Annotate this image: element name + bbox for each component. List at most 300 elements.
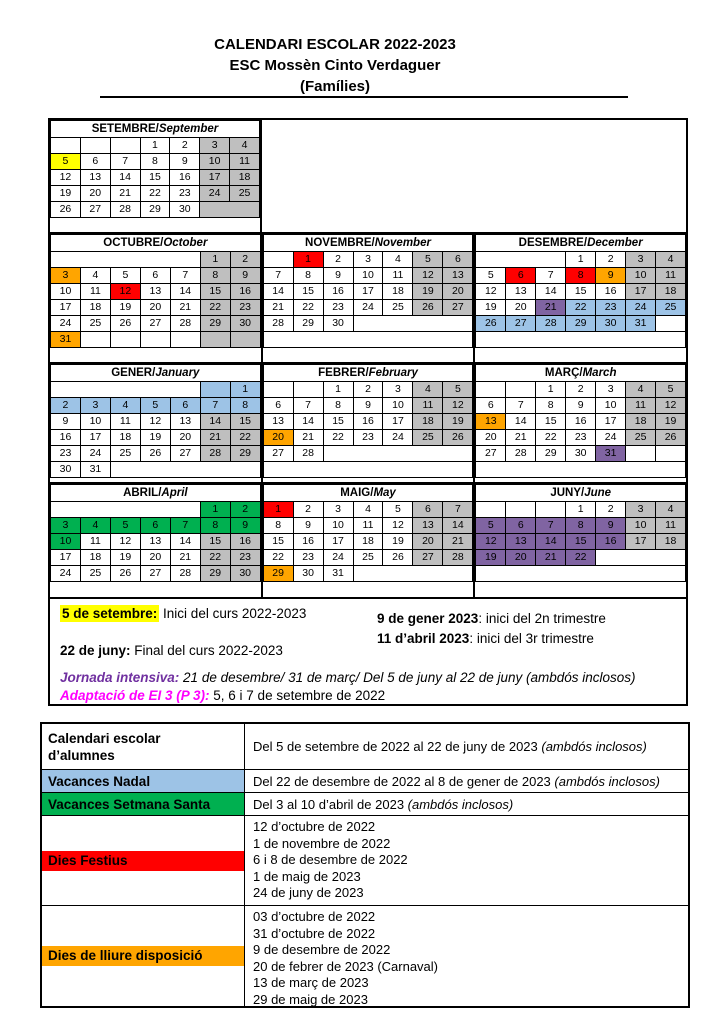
day-cell: 18 [413, 414, 443, 430]
day-cell: 7 [443, 502, 473, 518]
day-cell: 12 [110, 534, 140, 550]
month-table-march [475, 364, 686, 478]
day-cell: 4 [656, 252, 686, 268]
day-cell: 27 [476, 446, 506, 462]
month-title: NOVEMBRE/November [263, 235, 473, 252]
day-cell: 14 [536, 534, 566, 550]
day-cell: 4 [80, 268, 110, 284]
day-cell: 7 [536, 268, 566, 284]
day-cell: 21 [536, 550, 566, 566]
day-cell: 20 [80, 186, 110, 202]
day-cell: 27 [263, 446, 293, 462]
day-cell: 9 [596, 268, 626, 284]
day-cell: 28 [170, 566, 200, 582]
day-cell: 24 [200, 186, 230, 202]
day-cell: 15 [263, 534, 293, 550]
label-vacances-nadal: Vacances Nadal [42, 770, 245, 792]
page-title: CALENDARI ESCOLAR 2022-2023 [214, 36, 456, 53]
day-cell: 2 [566, 382, 596, 398]
day-cell: 28 [200, 446, 230, 462]
date-line: 9 de desembre de 2022 [253, 942, 391, 957]
day-cell: 9 [323, 268, 353, 284]
day-cell: 1 [230, 382, 260, 398]
day-cell: 24 [626, 300, 656, 316]
day-cell: 31 [323, 566, 353, 582]
day-cell: 19 [140, 430, 170, 446]
empty-day-cell [353, 316, 473, 332]
day-cell: 11 [230, 154, 260, 170]
day-cell: 27 [80, 202, 110, 218]
day-cell: 31 [626, 316, 656, 332]
month-title: ABRIL/April [51, 485, 261, 502]
day-cell: 22 [293, 300, 323, 316]
day-cell: 15 [566, 534, 596, 550]
day-cell: 13 [506, 284, 536, 300]
day-cell: 24 [51, 316, 81, 332]
day-cell: 2 [293, 502, 323, 518]
legend-second-trimester: 9 de gener 2023: inici del 2n trimestre [377, 611, 606, 626]
day-cell: 27 [506, 316, 536, 332]
month-title: SETEMBRE/September [51, 121, 260, 138]
empty-day-cell [200, 382, 230, 398]
month-title: GENER/January [51, 365, 261, 382]
empty-day-cell [51, 138, 81, 154]
day-cell: 6 [443, 252, 473, 268]
month-slot-setembre [50, 120, 262, 232]
empty-day-cell [626, 446, 656, 462]
label-vacances-setmana-santa: Vacances Setmana Santa [42, 793, 245, 815]
day-cell: 19 [443, 414, 473, 430]
empty-day-cell [110, 138, 140, 154]
day-cell: 4 [413, 382, 443, 398]
day-cell: 20 [170, 430, 200, 446]
day-cell: 1 [200, 502, 230, 518]
day-cell: 25 [80, 316, 110, 332]
day-cell: 3 [200, 138, 230, 154]
day-cell: 25 [230, 186, 260, 202]
day-cell: 16 [566, 414, 596, 430]
day-cell: 1 [536, 382, 566, 398]
value-setmana-santa: Del 3 al 10 d’abril de 2023 (ambdós inclosos) [245, 793, 688, 815]
month-slot-gener [50, 364, 263, 482]
day-cell: 15 [536, 414, 566, 430]
legend-end-of-course: 22 de juny: Final del curs 2022-2023 [60, 643, 283, 658]
day-cell: 19 [476, 550, 506, 566]
day-cell: 2 [353, 382, 383, 398]
day-cell: 15 [293, 284, 323, 300]
day-cell: 8 [263, 518, 293, 534]
day-cell: 5 [140, 398, 170, 414]
day-cell: 21 [110, 186, 140, 202]
day-cell: 6 [140, 518, 170, 534]
day-cell: 17 [51, 550, 81, 566]
day-cell: 7 [170, 268, 200, 284]
day-cell: 12 [51, 170, 81, 186]
day-cell: 13 [476, 414, 506, 430]
day-cell: 28 [536, 316, 566, 332]
day-cell: 10 [323, 518, 353, 534]
day-cell: 9 [353, 398, 383, 414]
page-header [40, 34, 630, 97]
empty-day-cell [263, 462, 473, 478]
legend-section [50, 599, 686, 704]
day-cell: 9 [566, 398, 596, 414]
day-cell: 14 [263, 284, 293, 300]
day-cell: 21 [293, 430, 323, 446]
day-cell: 1 [566, 502, 596, 518]
legend-third-trimester: 11 d’abril 2023: inici del 3r trimestre [377, 631, 594, 646]
day-cell: 4 [80, 518, 110, 534]
day-cell: 3 [80, 398, 110, 414]
day-cell: 1 [140, 138, 170, 154]
day-cell: 5 [51, 154, 81, 170]
day-cell: 12 [656, 398, 686, 414]
day-cell: 29 [140, 202, 170, 218]
day-cell: 6 [140, 268, 170, 284]
day-cell: 26 [383, 550, 413, 566]
day-cell: 16 [170, 170, 200, 186]
day-cell: 16 [323, 284, 353, 300]
table-row-calendari-alumnes [42, 724, 688, 770]
day-cell: 23 [230, 550, 260, 566]
day-cell: 1 [200, 252, 230, 268]
day-cell: 16 [596, 534, 626, 550]
day-cell: 4 [656, 502, 686, 518]
day-cell: 9 [230, 518, 260, 534]
day-cell: 6 [80, 154, 110, 170]
day-cell: 2 [51, 398, 81, 414]
day-cell: 20 [263, 430, 293, 446]
empty-day-cell [80, 332, 110, 348]
day-cell: 17 [626, 284, 656, 300]
day-cell: 24 [51, 566, 81, 582]
day-cell: 29 [200, 316, 230, 332]
day-cell: 10 [80, 414, 110, 430]
day-cell: 7 [200, 398, 230, 414]
day-cell: 19 [51, 186, 81, 202]
day-cell: 13 [443, 268, 473, 284]
day-cell: 12 [110, 284, 140, 300]
date-line: 1 de maig de 2023 [253, 868, 361, 884]
day-cell: 3 [323, 502, 353, 518]
day-cell: 2 [596, 252, 626, 268]
day-cell: 4 [230, 138, 260, 154]
legend-trimesters [377, 609, 606, 649]
day-cell: 31 [80, 462, 110, 478]
day-cell: 18 [80, 550, 110, 566]
page-audience: (Famílies) [299, 78, 371, 95]
day-cell: 30 [596, 316, 626, 332]
day-cell: 2 [596, 502, 626, 518]
calendar-band-gen-feb-mar [50, 364, 686, 484]
day-cell: 4 [626, 382, 656, 398]
value-dies-festius [245, 816, 688, 905]
start-date-highlight: 5 de setembre: [62, 606, 158, 621]
day-cell: 28 [263, 316, 293, 332]
day-cell: 14 [170, 534, 200, 550]
page-subtitle: ESC Mossèn Cinto Verdaguer [229, 57, 441, 74]
dies-festius-highlight: Dies Festius [42, 851, 244, 871]
day-cell: 30 [323, 316, 353, 332]
day-cell: 9 [230, 268, 260, 284]
day-cell: 20 [506, 550, 536, 566]
date-line: 03 d’octubre de 2022 [253, 909, 376, 924]
day-cell: 5 [413, 252, 443, 268]
day-cell: 21 [170, 550, 200, 566]
empty-day-cell [230, 332, 260, 348]
day-cell: 25 [353, 550, 383, 566]
day-cell: 29 [230, 446, 260, 462]
day-cell: 23 [230, 300, 260, 316]
day-cell: 6 [263, 398, 293, 414]
day-cell: 28 [170, 316, 200, 332]
day-cell: 29 [263, 566, 293, 582]
day-cell: 11 [626, 398, 656, 414]
date-line: 1 de novembre de 2022 [253, 835, 391, 851]
day-cell: 19 [413, 284, 443, 300]
day-cell: 10 [596, 398, 626, 414]
month-slot-febrer [263, 364, 476, 482]
empty-day-cell [476, 252, 566, 268]
day-cell: 22 [536, 430, 566, 446]
day-cell: 26 [413, 300, 443, 316]
day-cell: 5 [383, 502, 413, 518]
empty-day-cell [263, 382, 293, 398]
day-cell: 11 [80, 534, 110, 550]
day-cell: 29 [293, 316, 323, 332]
day-cell: 3 [383, 382, 413, 398]
day-cell: 13 [413, 518, 443, 534]
day-cell: 2 [230, 252, 260, 268]
month-slot-novembre [263, 234, 476, 362]
day-cell: 21 [200, 430, 230, 446]
day-cell: 28 [506, 446, 536, 462]
calendar-box [48, 118, 688, 706]
day-cell: 31 [51, 332, 81, 348]
empty-day-cell [110, 462, 260, 478]
day-cell: 16 [51, 430, 81, 446]
day-cell: 7 [170, 518, 200, 534]
day-cell: 22 [140, 186, 170, 202]
day-cell: 24 [596, 430, 626, 446]
empty-day-cell [293, 382, 323, 398]
day-cell: 26 [443, 430, 473, 446]
empty-day-cell [656, 316, 686, 332]
day-cell: 20 [476, 430, 506, 446]
day-cell: 11 [656, 268, 686, 284]
calendar-band-oct-nov-des [50, 234, 686, 364]
day-cell: 9 [51, 414, 81, 430]
day-cell: 7 [293, 398, 323, 414]
month-title: MAIG/May [263, 485, 473, 502]
month-title: FEBRER/February [263, 365, 473, 382]
day-cell: 10 [383, 398, 413, 414]
day-cell: 9 [596, 518, 626, 534]
day-cell: 3 [626, 252, 656, 268]
day-cell: 19 [110, 550, 140, 566]
month-table-january [50, 364, 261, 478]
day-cell: 14 [170, 284, 200, 300]
day-cell: 28 [110, 202, 140, 218]
day-cell: 24 [80, 446, 110, 462]
month-table-december [475, 234, 686, 348]
day-cell: 4 [383, 252, 413, 268]
date-line: 13 de març de 2023 [253, 975, 369, 990]
title-underline [100, 96, 628, 98]
day-cell: 16 [596, 284, 626, 300]
day-cell: 10 [51, 534, 81, 550]
day-cell: 23 [170, 186, 200, 202]
day-cell: 20 [443, 284, 473, 300]
day-cell: 20 [140, 550, 170, 566]
day-cell: 7 [506, 398, 536, 414]
day-cell: 20 [413, 534, 443, 550]
month-table-april [50, 484, 261, 582]
day-cell: 5 [110, 518, 140, 534]
day-cell: 4 [353, 502, 383, 518]
day-cell: 12 [476, 284, 506, 300]
calendar-band-autumn-start [50, 120, 686, 234]
legend-jornada-intensiva: Jornada intensiva: 21 de desembre/ 31 de març/ Del 5 de juny al 22 de juny (ambdós inclosos) [60, 670, 636, 685]
day-cell: 8 [200, 268, 230, 284]
day-cell: 13 [506, 534, 536, 550]
day-cell: 17 [51, 300, 81, 316]
day-cell: 24 [323, 550, 353, 566]
day-cell: 8 [323, 398, 353, 414]
day-cell: 18 [353, 534, 383, 550]
day-cell: 26 [51, 202, 81, 218]
month-slot-octubre [50, 234, 263, 362]
month-slot-desembre [475, 234, 686, 362]
day-cell: 15 [323, 414, 353, 430]
day-cell: 17 [626, 534, 656, 550]
day-cell: 22 [566, 300, 596, 316]
day-cell: 14 [293, 414, 323, 430]
summary-table [40, 722, 690, 1008]
day-cell: 25 [80, 566, 110, 582]
day-cell: 6 [413, 502, 443, 518]
day-cell: 15 [200, 534, 230, 550]
day-cell: 22 [200, 550, 230, 566]
day-cell: 12 [383, 518, 413, 534]
day-cell: 3 [596, 382, 626, 398]
day-cell: 14 [536, 284, 566, 300]
day-cell: 8 [566, 518, 596, 534]
day-cell: 30 [51, 462, 81, 478]
date-line: 20 de febrer de 2023 (Carnaval) [253, 958, 439, 974]
day-cell: 26 [140, 446, 170, 462]
day-cell: 5 [443, 382, 473, 398]
day-cell: 23 [293, 550, 323, 566]
day-cell: 3 [51, 268, 81, 284]
day-cell: 1 [263, 502, 293, 518]
day-cell: 29 [200, 566, 230, 582]
empty-day-cell [200, 332, 230, 348]
day-cell: 8 [230, 398, 260, 414]
day-cell: 30 [566, 446, 596, 462]
empty-day-cell [263, 252, 293, 268]
month-title: OCTUBRE/October [51, 235, 261, 252]
legend-start-of-course [60, 606, 306, 621]
day-cell: 26 [110, 566, 140, 582]
day-cell: 25 [626, 430, 656, 446]
empty-day-cell [656, 446, 686, 462]
day-cell: 22 [263, 550, 293, 566]
day-cell: 10 [353, 268, 383, 284]
date-line: 6 i 8 de desembre de 2022 [253, 852, 408, 867]
day-cell: 12 [413, 268, 443, 284]
day-cell: 24 [383, 430, 413, 446]
day-cell: 17 [353, 284, 383, 300]
day-cell: 25 [110, 446, 140, 462]
day-cell: 25 [383, 300, 413, 316]
month-table-october [50, 234, 261, 348]
day-cell: 23 [596, 300, 626, 316]
day-cell: 18 [230, 170, 260, 186]
day-cell: 22 [200, 300, 230, 316]
day-cell: 16 [230, 284, 260, 300]
empty-day-cell [110, 332, 140, 348]
day-cell: 7 [263, 268, 293, 284]
day-cell: 14 [443, 518, 473, 534]
day-cell: 8 [536, 398, 566, 414]
empty-day-cell [170, 332, 200, 348]
day-cell: 30 [230, 316, 260, 332]
empty-day-cell [323, 446, 473, 462]
empty-day-cell [476, 332, 686, 348]
day-cell: 9 [293, 518, 323, 534]
empty-day-cell [536, 502, 566, 518]
value-dies-lliure-disposicio [245, 906, 688, 1006]
month-title: DESEMBRE/December [476, 235, 686, 252]
day-cell: 27 [140, 566, 170, 582]
day-cell: 11 [353, 518, 383, 534]
day-cell: 23 [566, 430, 596, 446]
empty-day-cell [140, 332, 170, 348]
day-cell: 27 [443, 300, 473, 316]
day-cell: 29 [536, 446, 566, 462]
day-cell: 11 [383, 268, 413, 284]
day-cell: 21 [263, 300, 293, 316]
empty-day-cell [200, 202, 260, 218]
day-cell: 7 [536, 518, 566, 534]
day-cell: 22 [230, 430, 260, 446]
start-date-text: Inici del curs 2022-2023 [159, 606, 307, 621]
day-cell: 5 [656, 382, 686, 398]
day-cell: 21 [170, 300, 200, 316]
day-cell: 18 [656, 534, 686, 550]
day-cell: 14 [110, 170, 140, 186]
day-cell: 13 [140, 284, 170, 300]
day-cell: 24 [353, 300, 383, 316]
day-cell: 1 [293, 252, 323, 268]
lliure-disposicio-highlight: Dies de lliure disposició [42, 946, 244, 966]
empty-day-cell [476, 382, 506, 398]
day-cell: 8 [293, 268, 323, 284]
day-cell: 15 [200, 284, 230, 300]
table-row-setmana-santa [42, 793, 688, 816]
day-cell: 30 [293, 566, 323, 582]
day-cell: 19 [656, 414, 686, 430]
month-table-may [263, 484, 474, 582]
empty-day-cell [51, 502, 201, 518]
calendar-band-abr-mai-jun [50, 484, 686, 599]
month-slot-maig [263, 484, 476, 597]
day-cell: 5 [476, 268, 506, 284]
label-dies-lliure-disposicio [42, 906, 245, 1006]
day-cell: 23 [51, 446, 81, 462]
day-cell: 4 [110, 398, 140, 414]
